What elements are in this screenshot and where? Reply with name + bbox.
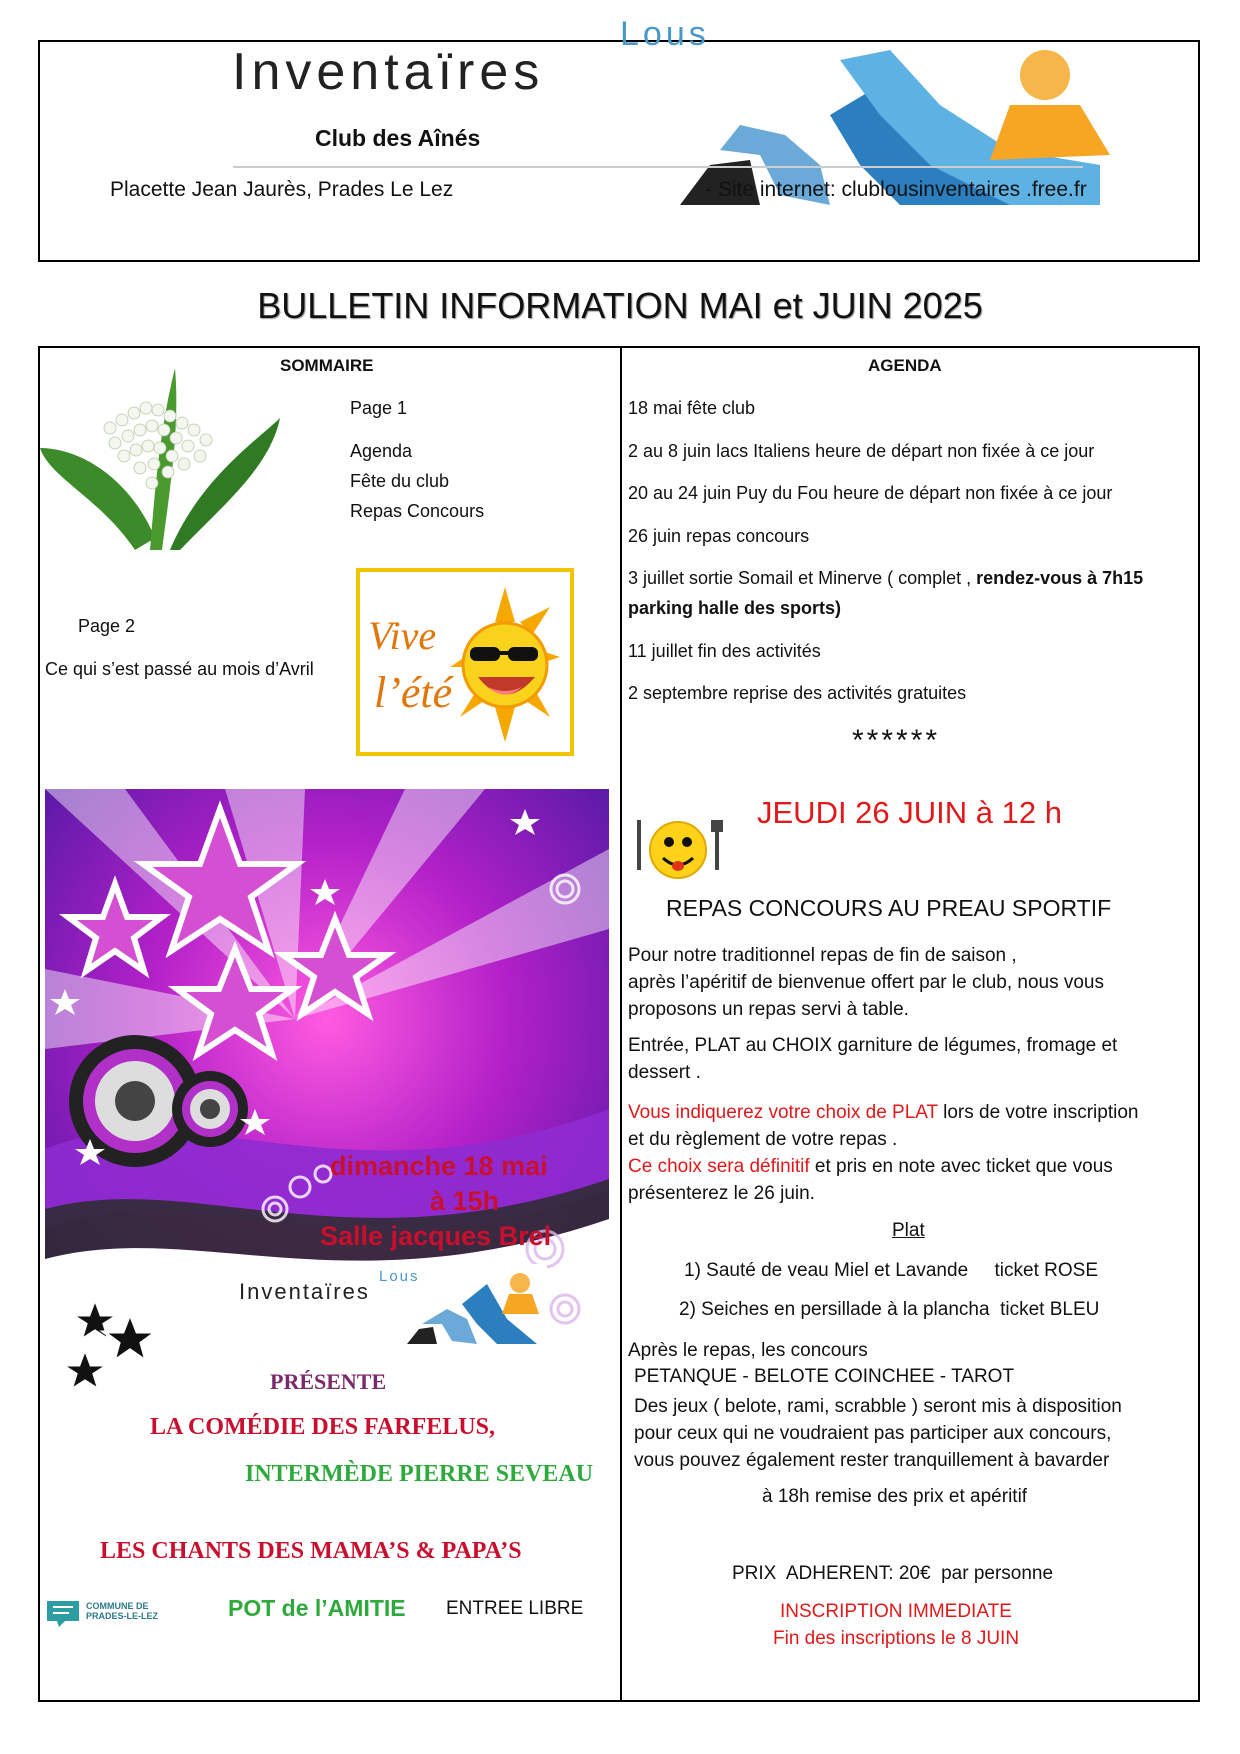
- commune-logo-icon: [45, 1597, 81, 1627]
- sommaire-page2-item: Ce qui s’est passé au mois d’Avril: [45, 659, 314, 679]
- sun-icon: [440, 577, 570, 752]
- website-text: - Site internet: clublousinventaires .free.fr: [705, 178, 1087, 201]
- poster-presente: PRÉSENTE: [270, 1369, 387, 1394]
- repas-p2-line: Entrée, PLAT au CHOIX garniture de légumes, fromage et: [628, 1035, 1118, 1056]
- repas-definitif-black: et pris en note avec ticket que vous: [809, 1156, 1113, 1177]
- agenda-item-sortie-b: rendez-vous à 7h15: [971, 568, 1144, 588]
- header-divider: [233, 166, 1083, 168]
- agenda-heading: AGENDA: [868, 356, 942, 375]
- sommaire-page1: Page 1: [350, 398, 408, 418]
- plat-option-2: 2) Seiches en persillade à la plancha ticket BLEU: [679, 1299, 1100, 1320]
- lily-of-the-valley-image: [40, 368, 280, 550]
- sommaire-page2: Page 2: [78, 616, 136, 636]
- agenda-item-sortie-a: 3 juillet sortie Somail et Minerve ( complet ,: [628, 568, 972, 588]
- plat-option-1: 1) Sauté de veau Miel et Lavande ticket ROSE: [684, 1260, 1099, 1281]
- poster-logo-inventaires: Inventaïres: [239, 1279, 370, 1304]
- poster-time: à 15h: [430, 1186, 500, 1216]
- club-name: Club des Aînés: [315, 125, 481, 151]
- fete-club-poster: [45, 789, 609, 1559]
- apres-repas: Après le repas, les concours: [628, 1340, 868, 1361]
- repas-p1-line: Pour notre traditionnel repas de fin de saison ,: [628, 945, 1017, 966]
- agenda-item: 2 au 8 juin lacs Italiens heure de départ non fixée à ce jour: [628, 441, 1095, 461]
- jeux-line: pour ceux qui ne voudraient pas participer aux concours,: [634, 1423, 1112, 1444]
- inscription-immediate: INSCRIPTION IMMEDIATE: [780, 1601, 1012, 1622]
- sommaire-item-agenda: Agenda: [350, 441, 413, 461]
- logo-lous-text: Lous: [620, 15, 710, 53]
- jeux-line: vous pouvez également rester tranquillement à bavarder: [634, 1450, 1110, 1471]
- logo-inventaires-text: Inventaïres: [232, 43, 545, 101]
- agenda-item: 11 juillet fin des activités: [628, 641, 821, 661]
- poster-logo: [217, 1264, 547, 1354]
- poster-logo-lous: Lous: [379, 1268, 420, 1285]
- poster-pot-amitie: POT de l’AMITIE: [228, 1595, 406, 1621]
- agenda-item-sortie-c: parking halle des sports): [628, 598, 842, 618]
- poster-logo-graphic: [407, 1269, 542, 1349]
- sommaire-item-fete: Fête du club: [350, 471, 450, 491]
- vive-ete-image: [356, 568, 574, 756]
- repas-choix-black: lors de votre inscription: [937, 1102, 1139, 1123]
- concours-list: PETANQUE - BELOTE COINCHEE - TAROT: [634, 1366, 1015, 1387]
- agenda-item: 18 mai fête club: [628, 398, 756, 418]
- remise-prix: à 18h remise des prix et apéritif: [762, 1486, 1028, 1507]
- agenda-item: 26 juin repas concours: [628, 526, 810, 546]
- agenda-stars: ******: [852, 724, 941, 757]
- smiley-fork-knife-icon: [633, 810, 723, 890]
- repas-date: JEUDI 26 JUIN à 12 h: [757, 795, 1062, 830]
- fin-inscriptions: Fin des inscriptions le 8 JUIN: [773, 1628, 1020, 1649]
- poster-date: dimanche 18 mai: [330, 1151, 548, 1181]
- repas-reglement: et du règlement de votre repas .: [628, 1129, 898, 1150]
- agenda-item-sortie: [628, 568, 1143, 589]
- agenda-item: 2 septembre reprise des activités gratuites: [628, 683, 967, 703]
- repas-definitif-red: Ce choix sera définitif: [628, 1156, 810, 1177]
- repas-p1-line: proposons un repas servi à table.: [628, 999, 909, 1020]
- vive-text: Vive: [368, 613, 437, 658]
- sommaire-heading: SOMMAIRE: [280, 356, 374, 375]
- poster-line-intermede: INTERMÈDE PIERRE SEVEAU: [245, 1461, 594, 1487]
- poster-entree-libre: ENTREE LIBRE: [446, 1598, 584, 1619]
- repas-paragraph-3: [628, 1099, 1138, 1207]
- plat-heading: Plat: [892, 1220, 925, 1241]
- sommaire-item-repas: Repas Concours: [350, 501, 485, 521]
- repas-paragraph-2: [628, 1032, 1117, 1086]
- ete-text: l’été: [374, 668, 453, 717]
- prix-adherent: PRIX ADHERENT: 20€ par personne: [732, 1563, 1054, 1584]
- poster-salle: Salle jacques Brel: [320, 1221, 552, 1251]
- repas-choix-red: Vous indiquerez votre choix de PLAT: [628, 1102, 938, 1123]
- repas-paragraph-1: [628, 942, 1104, 1023]
- poster-line-comedie: LA COMÉDIE DES FARFELUS,: [150, 1414, 495, 1440]
- column-divider: [620, 346, 622, 1702]
- repas-subtitle: REPAS CONCOURS AU PREAU SPORTIF: [666, 895, 1112, 921]
- repas-p2-line: dessert .: [628, 1062, 701, 1083]
- poster-line-chants: LES CHANTS DES MAMA’S & PAPA’S: [100, 1538, 522, 1564]
- club-address: Placette Jean Jaurès, Prades Le Lez: [110, 178, 454, 201]
- commune-label: COMMUNE DE PRADES-LE-LEZ: [86, 1601, 158, 1621]
- repas-p1-line: après l’apéritif de bienvenue offert par le club, nous vous: [628, 972, 1105, 993]
- bulletin-title: BULLETIN INFORMATION MAI et JUIN 2025: [257, 285, 983, 326]
- repas-presenterez: présenterez le 26 juin.: [628, 1183, 815, 1204]
- jeux-line: Des jeux ( belote, rami, scrabble ) seront mis à disposition: [634, 1396, 1122, 1417]
- jeux-paragraph: [634, 1393, 1122, 1474]
- agenda-item: 20 au 24 juin Puy du Fou heure de départ non fixée à ce jour: [628, 483, 1113, 503]
